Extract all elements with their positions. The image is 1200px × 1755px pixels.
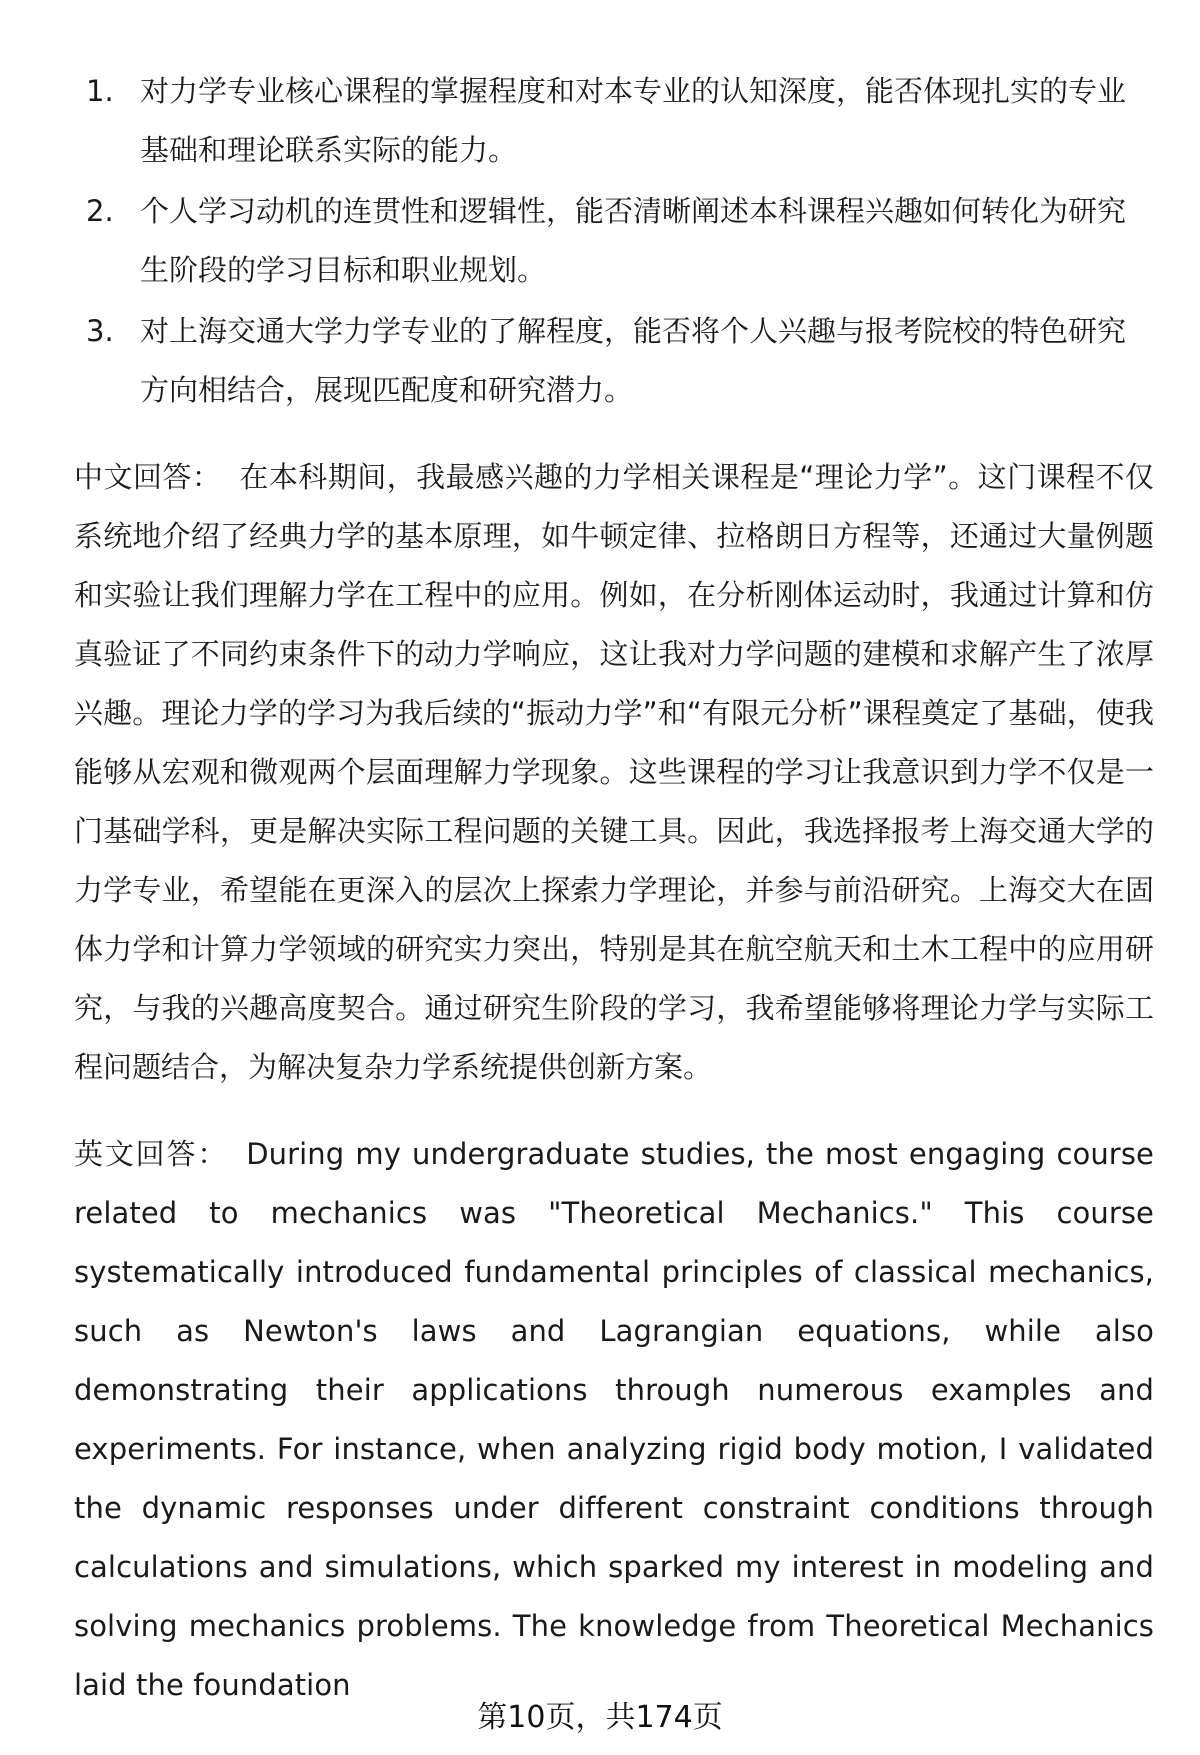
criteria-item — [74, 302, 1154, 420]
evaluation-criteria-list — [74, 62, 1154, 420]
criteria-text: 对力学专业核心课程的掌握程度和对本专业的认知深度，能否体现扎实的专业基础和理论联系实际的能力。 — [140, 74, 1127, 167]
criteria-text: 个人学习动机的连贯性和逻辑性，能否清晰阐述本科课程兴趣如何转化为研究生阶段的学习目标和职业规划。 — [140, 194, 1127, 287]
english-answer-label: 英文回答： — [74, 1137, 229, 1171]
criteria-number: 1. — [86, 74, 114, 108]
criteria-item — [74, 182, 1154, 300]
criteria-number: 2. — [86, 194, 114, 228]
english-answer — [74, 1125, 1154, 1715]
criteria-number: 3. — [86, 314, 114, 348]
chinese-answer — [74, 448, 1154, 1097]
english-answer-text: During my undergraduate studies, the most engaging course related to mechanics was "Theoretical Mechanics." This course systematically introduced fundamental principles of classical mechanics, such as Newton's laws and Lagrangian equations, while also demonstrating their applications through numerous examples and experiments. For instance, when analyzing rigid body motion, I validated the dynamic responses under different constraint conditions through calculations and simulations, which sparked my interest in modeling and solving mechanics problems. The knowledge from Theoretical Mechanics laid the foundation — [74, 1137, 1154, 1702]
document-page — [74, 62, 1154, 1715]
page-number-footer: 第10页，共174页 — [477, 1700, 723, 1735]
chinese-answer-label: 中文回答： — [74, 460, 222, 494]
chinese-answer-text: 在本科期间，我最感兴趣的力学相关课程是“理论力学”。这门课程不仅系统地介绍了经典力学的基本原理，如牛顿定律、拉格朗日方程等，还通过大量例题和实验让我们理解力学在工程中的应用。例如，在分析刚体运动时，我通过计算和仿真验证了不同约束条件下的动力学响应，这让我对力学问题的建模和求解产生了浓厚兴趣。理论力学的学习为我后续的“振动力学”和“有限元分析”课程奠定了基础，使我能够从宏观和微观两个层面理解力学现象。这些课程的学习让我意识到力学不仅是一门基础学科，更是解决实际工程问题的关键工具。因此，我选择报考上海交通大学的力学专业，希望能在更深入的层次上探索力学理论，并参与前沿研究。上海交大在固体力学和计算力学领域的研究实力突出，特别是其在航空航天和土木工程中的应用研究，与我的兴趣高度契合。通过研究生阶段的学习，我希望能够将理论力学与实际工程问题结合，为解决复杂力学系统提供创新方案。 — [74, 460, 1154, 1084]
criteria-text: 对上海交通大学力学专业的了解程度，能否将个人兴趣与报考院校的特色研究方向相结合，展现匹配度和研究潜力。 — [140, 314, 1127, 407]
criteria-item — [74, 62, 1154, 180]
